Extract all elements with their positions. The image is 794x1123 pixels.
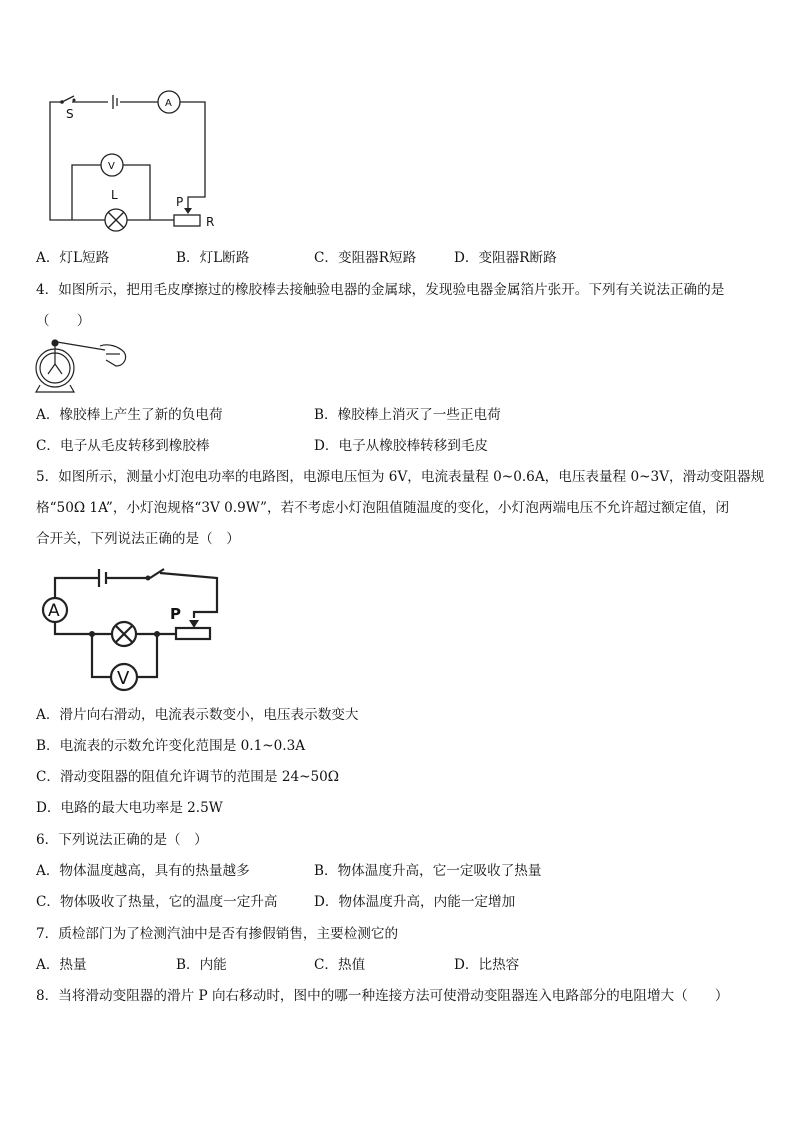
q5-ammeter-label: A [48,601,60,621]
q5-stem-line3: 合开关，下列说法正确的是（ ） [36,531,240,547]
q7-option-b: B．内能 [176,957,227,973]
q5-option-d: D．电路的最大电功率是 2.5W [36,800,223,816]
q8-stem: 8．当将滑动变阻器的滑片 P 向右移动时，图中的哪一种连接方法可使滑动变阻器连入电路部分的电阻增大（ ） [36,988,729,1004]
q3-option-c: C．变阻器R短路 [314,250,417,266]
q6-option-b: B．物体温度升高，它一定吸收了热量 [314,863,542,879]
q5-voltmeter-label: V [117,668,130,689]
q7-option-d: D．比热容 [454,957,520,973]
q5-option-a: A．滑片向右滑动，电流表示数变小，电压表示数变大 [36,707,359,723]
q3-switch-label: S [66,107,74,121]
q4-option-b: B．橡胶棒上消灭了一些正电荷 [314,407,501,423]
q5-slider-label: P [170,605,181,623]
q3-option-d: D．变阻器R断路 [454,250,557,266]
q3-resistor-label: R [206,215,215,229]
q3-option-b: B．灯L断路 [176,250,250,266]
q4-stem-line2: （ ） [36,313,91,329]
q6-option-a: A．物体温度越高，具有的热量越多 [36,863,250,879]
q5-option-c: C．滑动变阻器的阻值允许调节的范围是 24~50Ω [36,769,340,785]
q3-slider-label: P [176,195,184,209]
q3-voltmeter-label: V [108,161,115,172]
q7-option-a: A．热量 [36,957,87,973]
q7-stem: 7．质检部门为了检测汽油中是否有掺假销售，主要检测它的 [36,926,399,942]
q5-stem-line2: 格“50Ω 1A”，小灯泡规格“3V 0.9W”，若不考虑小灯泡阻值随温度的变化，小灯泡两端电压不允许超过额定值，闭 [36,500,730,516]
q7-option-c: C．热值 [314,957,366,973]
q6-option-c: C．物体吸收了热量，它的温度一定升高 [36,894,278,910]
q6-option-d: D．物体温度升高，内能一定增加 [314,894,516,910]
q3-lamp-label: L [111,188,118,202]
q4-stem-line1: 4．如图所示，把用毛皮摩擦过的橡胶棒去接触验电器的金属球，发现验电器金属箔片张开。下列有关说法正确的是 [36,282,725,298]
q4-option-d: D．电子从橡胶棒转移到毛皮 [314,438,489,454]
q5-stem-line1: 5．如图所示，测量小灯泡电功率的电路图，电源电压恒为 6V，电流表量程 0~0.6A，电压表量程 0~3V，滑动变阻器规 [36,469,765,485]
q4-option-c: C．电子从毛皮转移到橡胶棒 [36,438,210,454]
q3-option-a: A．灯L短路 [36,250,110,266]
q5-option-b: B．电流表的示数允许变化范围是 0.1~0.3A [36,738,306,754]
q4-option-a: A．橡胶棒上产生了新的负电荷 [36,407,223,423]
q6-stem: 6．下列说法正确的是（ ） [36,832,208,848]
q3-ammeter-label: A [165,98,172,109]
